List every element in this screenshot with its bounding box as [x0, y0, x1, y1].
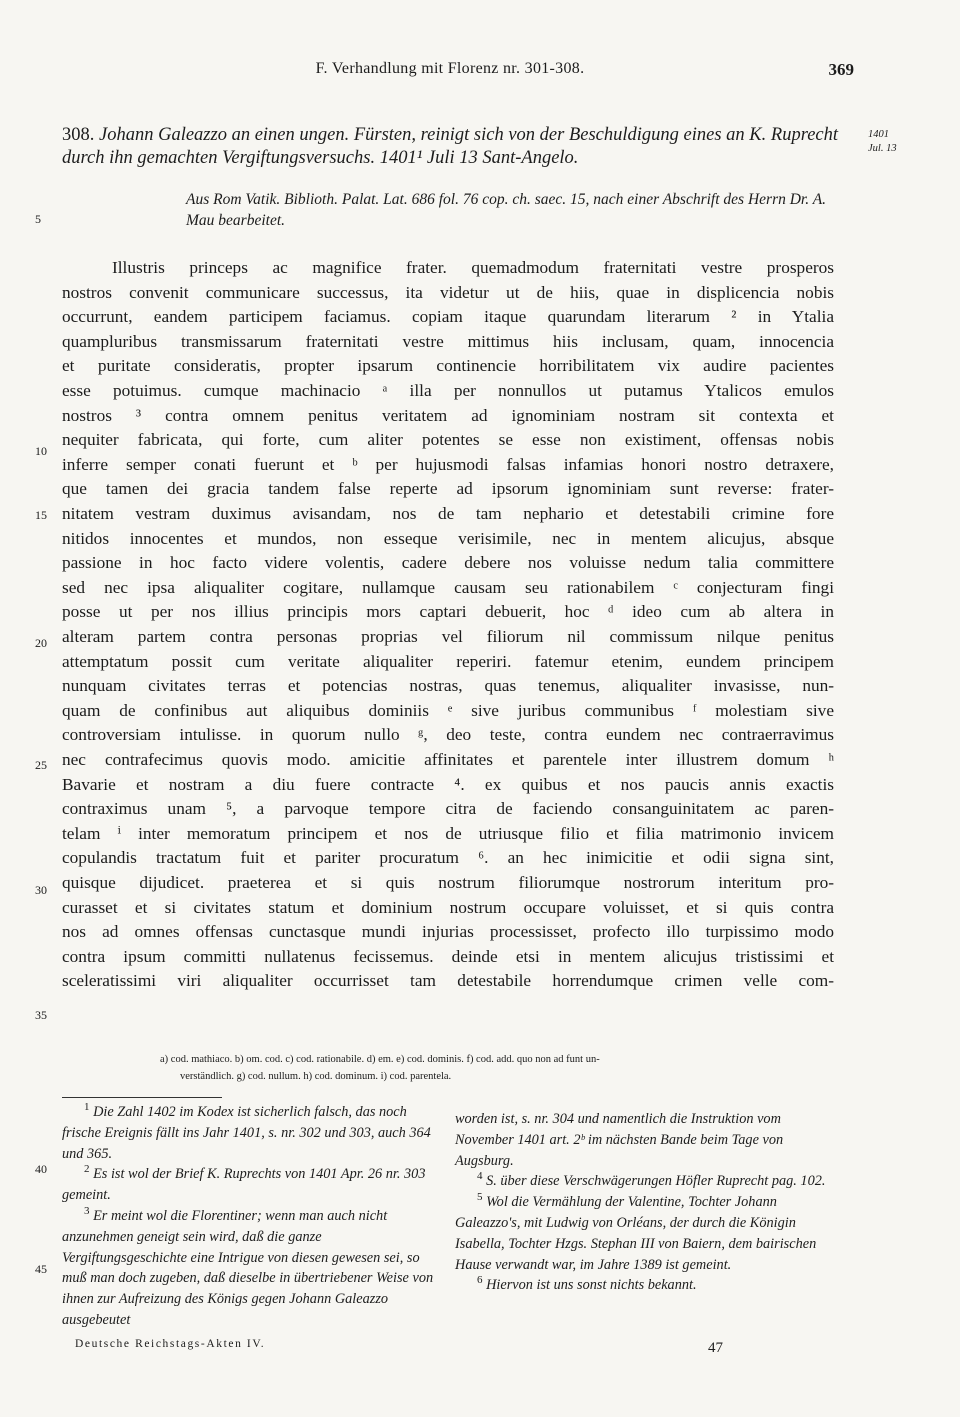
body-line: contra ipsum committi nullatenus fecissemus. deinde etsi in mentem alicujus tristissimi et — [62, 946, 834, 966]
running-header: F. Verhandlung mit Florenz nr. 301-308. — [315, 60, 585, 77]
footnote-number: 6 — [477, 1274, 483, 1287]
line-number: 10 — [35, 444, 47, 458]
footnote — [455, 1192, 840, 1275]
document-title — [62, 124, 842, 169]
footnote-text: Die Zahl 1402 im Kodex ist sicherlich falsch, das noch frische Ereignis fällt ins Jahr 1401, s. nr. 302 und 303, auch 364 und 365. — [62, 1104, 431, 1162]
line-number: 25 — [35, 758, 47, 772]
line-number: 40 — [35, 1162, 47, 1176]
body-line: copulandis tractatum fuit et pariter procuratum ⁶. an hec inimicitie et odii signa sint, — [62, 848, 834, 868]
signature-mark: 47 — [708, 1340, 723, 1356]
footnote — [62, 1164, 434, 1206]
document-title-text: Johann Galeazzo an einen ungen. Fürsten, reinigt sich von der Beschuldigung eines an K. Ruprecht durch ihn gemachten Vergiftungsversuchs. 1401¹ Juli 13 Sant-Angelo. — [62, 125, 839, 168]
footnote-number: 2 — [84, 1163, 90, 1176]
body-line: inferre semper conati fuerunt et ᵇ per hujusmodi falsas infamias honori nostro detraxere, — [62, 454, 834, 474]
body-line: Illustris princeps ac magnifice frater. quemadmodum fraternitati vestre prosperos — [112, 258, 834, 277]
body-line: occurrunt, eandem participem faciamus. copiam itaque quarundam literarum ² in Ytalia — [62, 307, 834, 327]
footnote — [455, 1171, 840, 1192]
footnotes-right-column — [455, 1109, 840, 1296]
body-line: nitatem vestram duximus avisandam, nos de tam nephario et detestabili crimine fore — [62, 504, 834, 523]
footnote-text: worden ist, s. nr. 304 und namentlich die Instruktion vom November 1401 art. 2ᵇ im nächsten Bande beim Tage von Augsburg. — [455, 1111, 784, 1169]
footnote-text: Er meint wol die Florentiner; wenn man auch nicht anzunehmen geneigt sein wird, daß die ganze Vergiftungsgeschichte eine Intrigue von diesen gewesen sei, so muß man doch zugeben, daß dieselbe in übertriebener Weise von ihnen zur Aufreizung des Königs gegen Johann Galeazzo ausgebeutet — [62, 1207, 434, 1328]
footnote-number: 3 — [84, 1205, 90, 1218]
body-line: telam ⁱ inter memoratum principem et nos de utriusque filio et filia matrimonio invicem — [62, 823, 834, 843]
body-line: et puritate consideratis, propter ipsarum continencie horribilitatem vix audire pacientes — [62, 356, 834, 376]
margin-date — [868, 128, 897, 156]
footnote-text: Wol die Vermählung der Valentine, Tochter Johann Galeazzo's, mit Ludwig von Orléans, der durch die Königin Isabella, Tochter Hzgs. Stephan III von Baiern, dem bairischen Hause verwandt war, im Jahre 1389 ist gemeint. — [455, 1194, 817, 1273]
body-line: quisque dijudicet. praeterea et si quis nostrum filiorumque nostrorum interitum pro- — [62, 873, 834, 892]
body-line: nos ad omnes offensas cunctasque mundi injurias processisset, profecto illo turpissimo modo — [62, 922, 834, 942]
body-line: nitidos innocentes et mundos, non esseque verisimile, nec in mentem alicujus, absque — [62, 528, 834, 548]
footnote-number: 4 — [477, 1170, 483, 1183]
body-line: esse potuimus. cumque machinacio ᵃ illa per nonnullos ut putamus Ytalicos emulos — [62, 381, 834, 400]
document-number: 308. — [62, 125, 95, 145]
footnote-text: Es ist wol der Brief K. Ruprechts von 1401 Apr. 26 nr. 303 gemeint. — [62, 1166, 426, 1204]
line-number: 20 — [35, 636, 47, 650]
body-line: controversiam intulisse. in quorum nullo ᵍ, deo teste, contra eundem nec contraerravimus — [62, 725, 834, 745]
footnote-number: 1 — [84, 1101, 90, 1114]
body-line: sceleratissimi viri aliqualiter occurrisset tam detestabile horrendumque crimen velle com- — [62, 971, 834, 991]
body-line: attemptatum possit cum veritate aliqualiter reperiri. fatemur etenim, eundem principem — [62, 651, 834, 671]
body-line: Bavarie et nostram a diu fuere contracte ⁴. ex quibus et nos paucis annis exactis — [62, 774, 834, 794]
body-line: quampluribus transmissarum fraternitati vestre mittimus hiis inclusam, quam, innocencia — [62, 331, 834, 351]
footnote-separator — [62, 1097, 222, 1098]
apparatus-line: verständlich. g) cod. nullum. h) cod. dominum. i) cod. parentela. — [180, 1071, 452, 1082]
body-line: contraximus unam ⁵, a parvoque tempore citra de faciendo consanguinitatem ac paren- — [62, 799, 834, 819]
body-line: nostros ³ contra omnem penitus veritatem ad ignominiam nostram sit contexta et — [62, 405, 834, 425]
line-number: 5 — [35, 212, 41, 226]
apparatus-line: a) cod. mathiaco. b) om. cod. c) cod. rationabile. d) em. e) cod. dominis. f) cod. add. quo non ad funt un- — [160, 1054, 600, 1065]
body-line: que tamen dei gracia tandem false reperte ad ipsorum ignominiam sunt reverse: frater- — [62, 479, 834, 499]
line-number: 45 — [35, 1262, 47, 1276]
critical-apparatus — [160, 1051, 840, 1085]
page-number: 369 — [828, 60, 854, 79]
body-line: sed nec ipsa aliqualiter cogitare, nullamque causam seu rationabilem ᶜ conjecturam fingi — [62, 577, 834, 597]
body-line: posse ut per nos illius principis mors captari debuerit, hoc ᵈ ideo cum ab altera in — [62, 602, 834, 622]
footnote — [62, 1206, 434, 1331]
margin-date-day: Jul. 13 — [868, 143, 897, 154]
line-number: 30 — [35, 883, 47, 897]
footnote — [455, 1275, 840, 1296]
footnote — [455, 1109, 840, 1171]
body-line: nec contrafecimus quovis modo. amicitie affinitates et parentele inter illustrem domum ʰ — [62, 750, 834, 769]
body-line: alteram partem contra personas proprias vel filiorum nil commissum nilque penitus — [62, 627, 834, 646]
series-footer: Deutsche Reichstags-Akten IV. — [75, 1338, 266, 1350]
footnote-text: S. über diese Verschwägerungen Höfler Ruprecht pag. 102. — [486, 1173, 826, 1190]
body-line: nunquam civitates terras et potencias nostras, quas tenemus, aliqualiter invasisse, nun- — [62, 676, 834, 696]
body-line: nostros convenit communicare successus, ita videtur ut de hiis, quae in displicencia nobis — [62, 282, 834, 302]
footnote-number: 5 — [477, 1191, 483, 1204]
line-number: 15 — [35, 508, 47, 522]
body-line: passione in hoc facto videre volentis, cadere debere nos voluisse nedum talia committere — [62, 553, 834, 573]
footnotes-left-column — [62, 1102, 434, 1331]
body-line: curasset et si civitates statum et dominium nostrum occupare voluisset, et si quis contra — [62, 897, 834, 917]
footnote-text: Hiervon ist uns sonst nichts bekannt. — [486, 1277, 697, 1294]
body-line: quam de confinibus aut aliquibus dominiis ᵉ sive juribus communibus ᶠ molestiam sive — [62, 700, 834, 720]
line-number: 35 — [35, 1008, 47, 1022]
body-line: nequiter fabricata, qui forte, cum aliter potentes se esse non existiment, offensas nobis — [62, 430, 834, 450]
footnote — [62, 1102, 434, 1164]
margin-date-year: 1401 — [868, 129, 889, 140]
source-note: Aus Rom Vatik. Biblioth. Palat. Lat. 686 fol. 76 cop. ch. saec. 15, nach einer Abschrift des Herrn Dr. A. Mau bearbeitet. — [186, 191, 827, 229]
